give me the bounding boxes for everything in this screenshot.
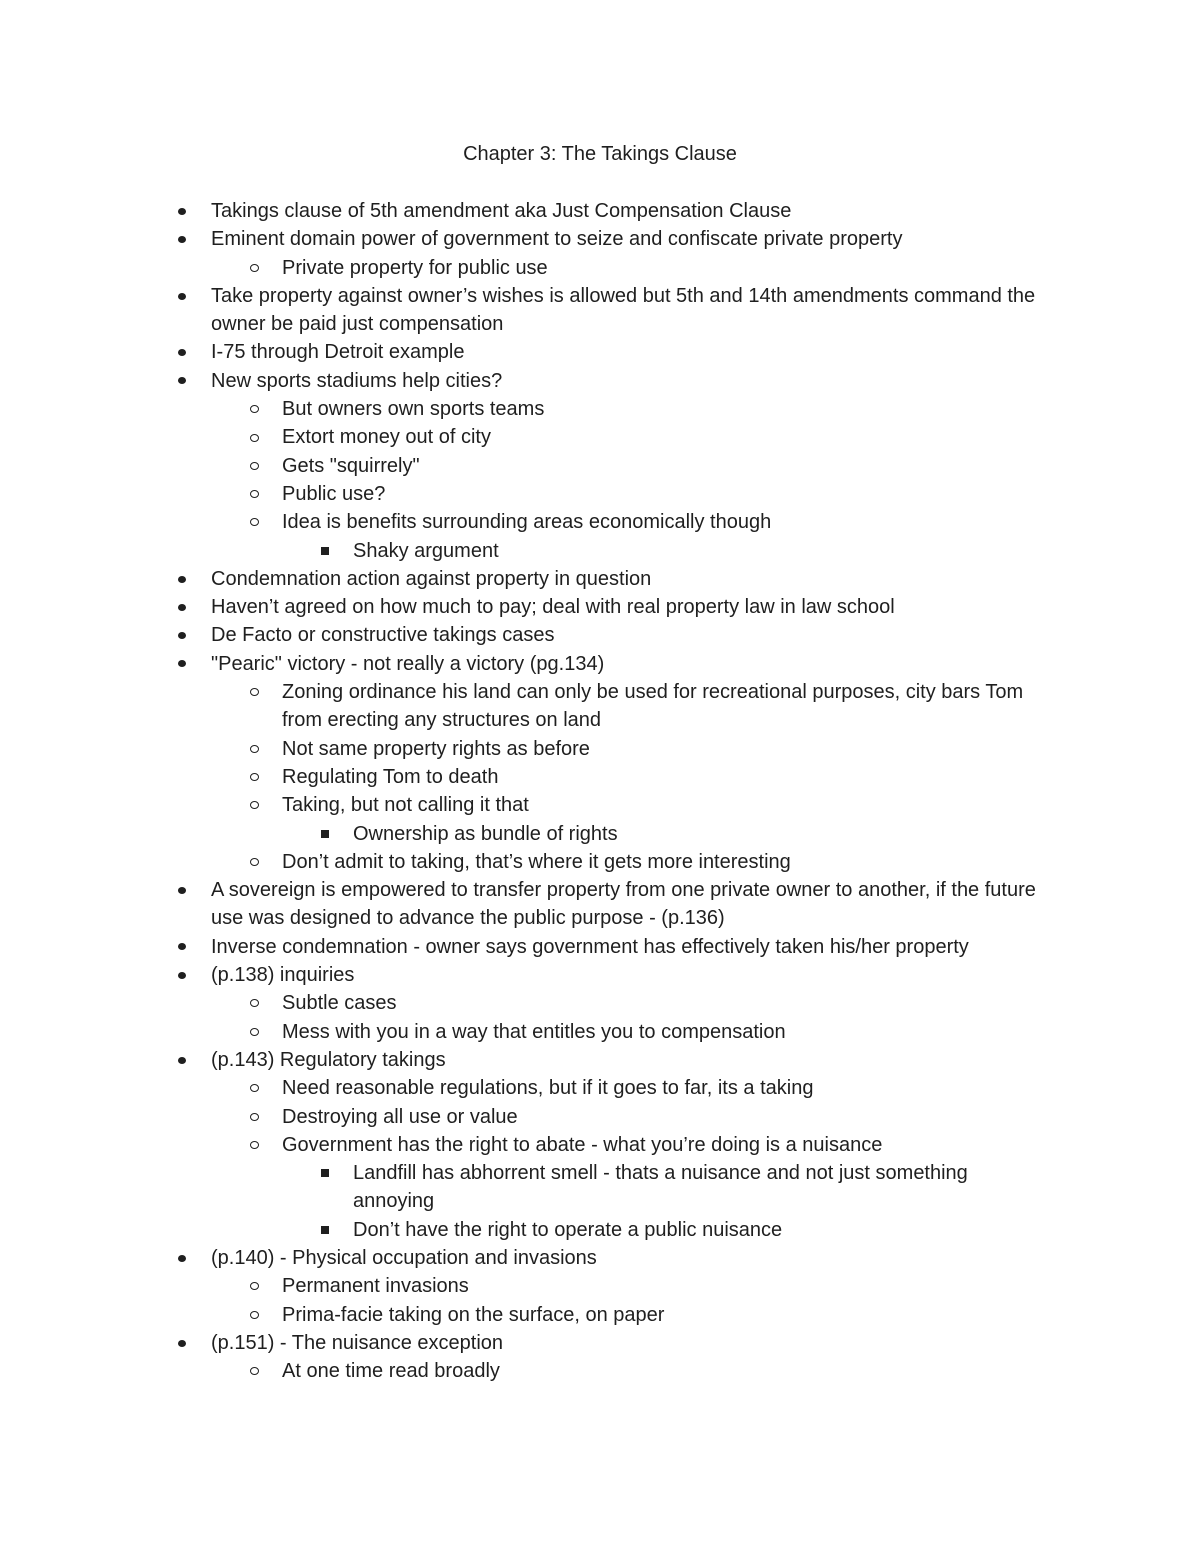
bullet-disc-icon bbox=[174, 565, 190, 593]
list-item bbox=[0, 876, 1041, 933]
page-title: Chapter 3: The Takings Clause bbox=[463, 143, 737, 165]
list-item-text: I-75 through Detroit example bbox=[211, 341, 465, 364]
list-item-text: Zoning ordinance his land can only be used for recreational purposes, city bars Tom from erecting any structures on land bbox=[282, 681, 1024, 732]
bullet-circle-icon bbox=[246, 480, 262, 508]
list-item-text: Need reasonable regulations, but if it goes to far, its a taking bbox=[282, 1077, 814, 1100]
list-item-text: Not same property rights as before bbox=[282, 737, 590, 760]
bullet-circle-icon bbox=[246, 989, 262, 1017]
bullet-square-icon bbox=[317, 537, 333, 565]
bullet-circle-icon bbox=[246, 763, 262, 791]
bullet-square-icon bbox=[317, 820, 333, 848]
bullet-circle-icon bbox=[246, 1357, 262, 1385]
bullet-disc-icon bbox=[174, 367, 190, 395]
list-item bbox=[0, 1272, 1042, 1300]
list-item bbox=[0, 678, 1042, 735]
bullet-circle-icon bbox=[246, 452, 262, 480]
list-item bbox=[0, 197, 1041, 225]
list-item-text: At one time read broadly bbox=[282, 1360, 500, 1383]
list-item bbox=[0, 1018, 1042, 1046]
list-item bbox=[0, 565, 1041, 593]
list-item-text: Extort money out of city bbox=[282, 426, 491, 449]
list-item-text: Prima-facie taking on the surface, on paper bbox=[282, 1303, 665, 1326]
bullet-disc-icon bbox=[174, 621, 190, 649]
list-item-text: A sovereign is empowered to transfer property from one private owner to another, if the future use was designed to advance the public purpose - (p.136) bbox=[211, 879, 1036, 930]
bullet-disc-icon bbox=[174, 1329, 190, 1357]
list-item-text: Shaky argument bbox=[353, 539, 499, 562]
bullet-circle-icon bbox=[246, 1272, 262, 1300]
list-item-text: Idea is benefits surrounding areas economically though bbox=[282, 511, 772, 534]
list-item bbox=[0, 395, 1042, 423]
bullet-disc-icon bbox=[174, 338, 190, 366]
list-item-text: Subtle cases bbox=[282, 992, 397, 1015]
bullet-circle-icon bbox=[246, 395, 262, 423]
bullet-disc-icon bbox=[174, 593, 190, 621]
list-item bbox=[0, 225, 1041, 253]
notes-outline bbox=[0, 197, 1200, 1385]
list-item bbox=[0, 480, 1042, 508]
bullet-circle-icon bbox=[246, 735, 262, 763]
bullet-circle-icon bbox=[246, 1301, 262, 1329]
bullet-disc-icon bbox=[174, 225, 190, 253]
list-item-text: Permanent invasions bbox=[282, 1275, 469, 1298]
list-item bbox=[0, 989, 1042, 1017]
bullet-circle-icon bbox=[246, 791, 262, 819]
list-item-text: Landfill has abhorrent smell - thats a nuisance and not just something annoying bbox=[353, 1162, 968, 1213]
bullet-square-icon bbox=[317, 1216, 333, 1244]
list-item-text: Government has the right to abate - what you’re doing is a nuisance bbox=[282, 1133, 883, 1156]
list-item-text: Gets "squirrely" bbox=[282, 454, 420, 477]
list-item-text: Take property against owner’s wishes is allowed but 5th and 14th amendments command the owner be paid just compensation bbox=[211, 284, 1036, 336]
list-item bbox=[0, 961, 1041, 989]
list-item bbox=[0, 621, 1041, 649]
list-item-text: (p.143) Regulatory takings bbox=[211, 1048, 446, 1071]
list-item bbox=[0, 593, 1041, 621]
bullet-square-icon bbox=[317, 1159, 333, 1187]
list-item bbox=[0, 848, 1042, 876]
list-item-text: De Facto or constructive takings cases bbox=[211, 624, 555, 647]
bullet-circle-icon bbox=[246, 848, 262, 876]
list-item bbox=[0, 650, 1041, 678]
list-item bbox=[0, 1329, 1041, 1357]
list-item bbox=[0, 791, 1042, 819]
list-item-text: Condemnation action against property in question bbox=[211, 567, 652, 590]
bullet-circle-icon bbox=[246, 508, 262, 536]
list-item-text: Inverse condemnation - owner says government has effectively taken his/her property bbox=[211, 935, 969, 958]
list-item-text: Eminent domain power of government to seize and confiscate private property bbox=[211, 228, 903, 251]
list-item-text: (p.140) - Physical occupation and invasions bbox=[211, 1246, 597, 1269]
bullet-disc-icon bbox=[174, 876, 190, 904]
list-item-text: Takings clause of 5th amendment aka Just Compensation Clause bbox=[211, 200, 792, 222]
bullet-circle-icon bbox=[246, 1018, 262, 1046]
list-item bbox=[0, 1216, 1043, 1244]
list-item-text: Taking, but not calling it that bbox=[282, 794, 529, 817]
list-item bbox=[0, 1131, 1042, 1159]
list-item bbox=[0, 1244, 1041, 1272]
bullet-disc-icon bbox=[174, 282, 190, 310]
bullet-disc-icon bbox=[174, 1046, 190, 1074]
list-item bbox=[0, 820, 1043, 848]
list-item bbox=[0, 1103, 1042, 1131]
list-item-text: Destroying all use or value bbox=[282, 1105, 518, 1128]
list-item-text: (p.138) inquiries bbox=[211, 964, 355, 987]
list-item bbox=[0, 933, 1041, 961]
list-item-text: Mess with you in a way that entitles you to compensation bbox=[282, 1020, 786, 1043]
list-item-text: Public use? bbox=[282, 482, 386, 505]
bullet-disc-icon bbox=[174, 961, 190, 989]
list-item-text: But owners own sports teams bbox=[282, 398, 545, 421]
list-item-text: Regulating Tom to death bbox=[282, 765, 499, 788]
bullet-circle-icon bbox=[246, 423, 262, 451]
bullet-disc-icon bbox=[174, 933, 190, 961]
bullet-circle-icon bbox=[246, 1103, 262, 1131]
list-item bbox=[0, 367, 1041, 395]
list-item bbox=[0, 282, 1041, 339]
bullet-disc-icon bbox=[174, 1244, 190, 1272]
list-item-text: Ownership as bundle of rights bbox=[353, 822, 618, 845]
list-item bbox=[0, 508, 1042, 536]
list-item bbox=[0, 763, 1042, 791]
list-item bbox=[0, 423, 1042, 451]
list-item-text: Don’t have the right to operate a public nuisance bbox=[353, 1218, 783, 1241]
bullet-disc-icon bbox=[174, 197, 190, 225]
list-item bbox=[0, 735, 1042, 763]
list-item bbox=[0, 1357, 1042, 1385]
bullet-circle-icon bbox=[246, 1074, 262, 1102]
bullet-circle-icon bbox=[246, 1131, 262, 1159]
list-item-text: New sports stadiums help cities? bbox=[211, 369, 503, 392]
bullet-disc-icon bbox=[174, 650, 190, 678]
list-item bbox=[0, 1046, 1041, 1074]
list-item bbox=[0, 254, 1042, 282]
list-item-text: Don’t admit to taking, that’s where it gets more interesting bbox=[282, 850, 791, 873]
list-item bbox=[0, 338, 1041, 366]
list-item bbox=[0, 537, 1043, 565]
bullet-circle-icon bbox=[246, 254, 262, 282]
list-item bbox=[0, 452, 1042, 480]
list-item-text: Haven’t agreed on how much to pay; deal with real property law in law school bbox=[211, 596, 895, 619]
list-item-text: Private property for public use bbox=[282, 256, 548, 279]
list-item bbox=[0, 1301, 1042, 1329]
bullet-circle-icon bbox=[246, 678, 262, 706]
list-item-text: (p.151) - The nuisance exception bbox=[211, 1331, 504, 1354]
list-item bbox=[0, 1159, 1043, 1216]
list-item bbox=[0, 1074, 1042, 1102]
list-item-text: "Pearic" victory - not really a victory (pg.134) bbox=[211, 652, 605, 675]
